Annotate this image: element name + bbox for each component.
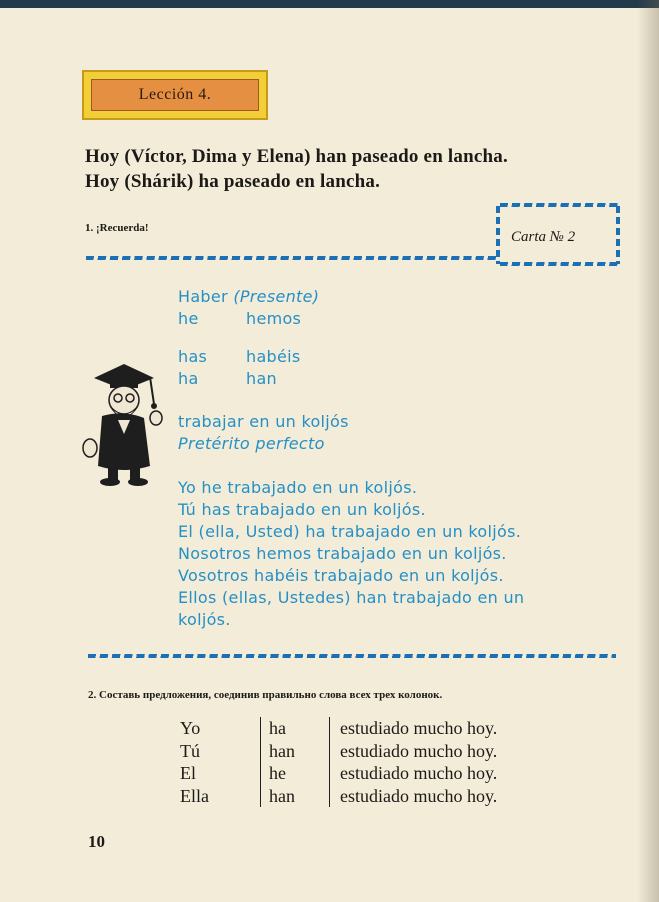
carta-frame-top [500, 203, 618, 207]
headline-line-1: Hoy (Víctor, Dima y Elena) han paseado en lancha. [85, 146, 508, 167]
carta-frame-left [496, 206, 500, 264]
task-2-instruction: 2. Составь предложения, соединив правильно слова всех трех колонок. [88, 689, 443, 701]
table-row [174, 785, 497, 808]
example-6: Ellos (ellas, Ustedes) han trabajado en un [178, 588, 525, 607]
col-subject: El [180, 763, 196, 783]
haber-tense: (Presente) [233, 287, 320, 306]
col-auxiliary: han [260, 740, 329, 763]
page-number: 10 [88, 832, 105, 851]
page-binding-shadow [637, 0, 659, 902]
col-auxiliary: han [260, 785, 329, 808]
example-2: Tú has trabajado en un koljós. [178, 500, 426, 519]
col-participle: estudiado mucho hoy. [329, 717, 497, 740]
haber-form-he: he [178, 309, 199, 328]
table-row [174, 717, 497, 740]
example-4: Nosotros hemos trabajado en un koljós. [178, 544, 507, 563]
example-3: El (ella, Usted) ha trabajado en un koljós. [178, 522, 522, 541]
table-row [174, 762, 497, 785]
col-subject: Ella [180, 785, 209, 806]
three-column-table [174, 717, 497, 807]
lesson-title-box [82, 70, 268, 120]
section-1-bottom-rule [88, 654, 616, 658]
carta-frame-bottom [500, 262, 618, 266]
section-1-label: 1. ¡Recuerda! [85, 222, 149, 234]
carta-frame-right [616, 206, 620, 264]
carta-label: Carta № 2 [511, 229, 576, 245]
haber-form-ha: ha [178, 369, 199, 388]
verb-phrase: trabajar en un koljós [178, 412, 349, 431]
haber-form-habeis: habéis [246, 347, 301, 366]
example-5: Vosotros habéis trabajado en un koljós. [178, 566, 504, 585]
section-1-top-rule [86, 256, 496, 260]
example-1: Yo he trabajado en un koljós. [178, 478, 418, 497]
headline-line-2: Hoy (Shárik) ha paseado en lancha. [85, 171, 381, 192]
haber-form-has: has [178, 347, 208, 366]
col-participle: estudiado mucho hoy. [329, 785, 497, 808]
haber-word: Haber [178, 287, 228, 306]
col-auxiliary: he [260, 762, 329, 785]
page-top-edge [0, 0, 659, 8]
professor-illustration [80, 360, 168, 488]
haber-title [178, 287, 319, 306]
col-subject: Tú [180, 740, 200, 761]
col-participle: estudiado mucho hoy. [329, 762, 497, 785]
lesson-title: Lección 4. [91, 79, 259, 111]
col-subject: Yo [180, 718, 201, 738]
table-row [174, 740, 497, 763]
example-6-cont: koljós. [178, 610, 231, 629]
haber-form-han: han [246, 369, 277, 388]
haber-form-hemos: hemos [246, 309, 302, 328]
col-participle: estudiado mucho hoy. [329, 740, 497, 763]
tense-name: Pretérito perfecto [178, 434, 325, 453]
col-auxiliary: ha [260, 717, 329, 740]
